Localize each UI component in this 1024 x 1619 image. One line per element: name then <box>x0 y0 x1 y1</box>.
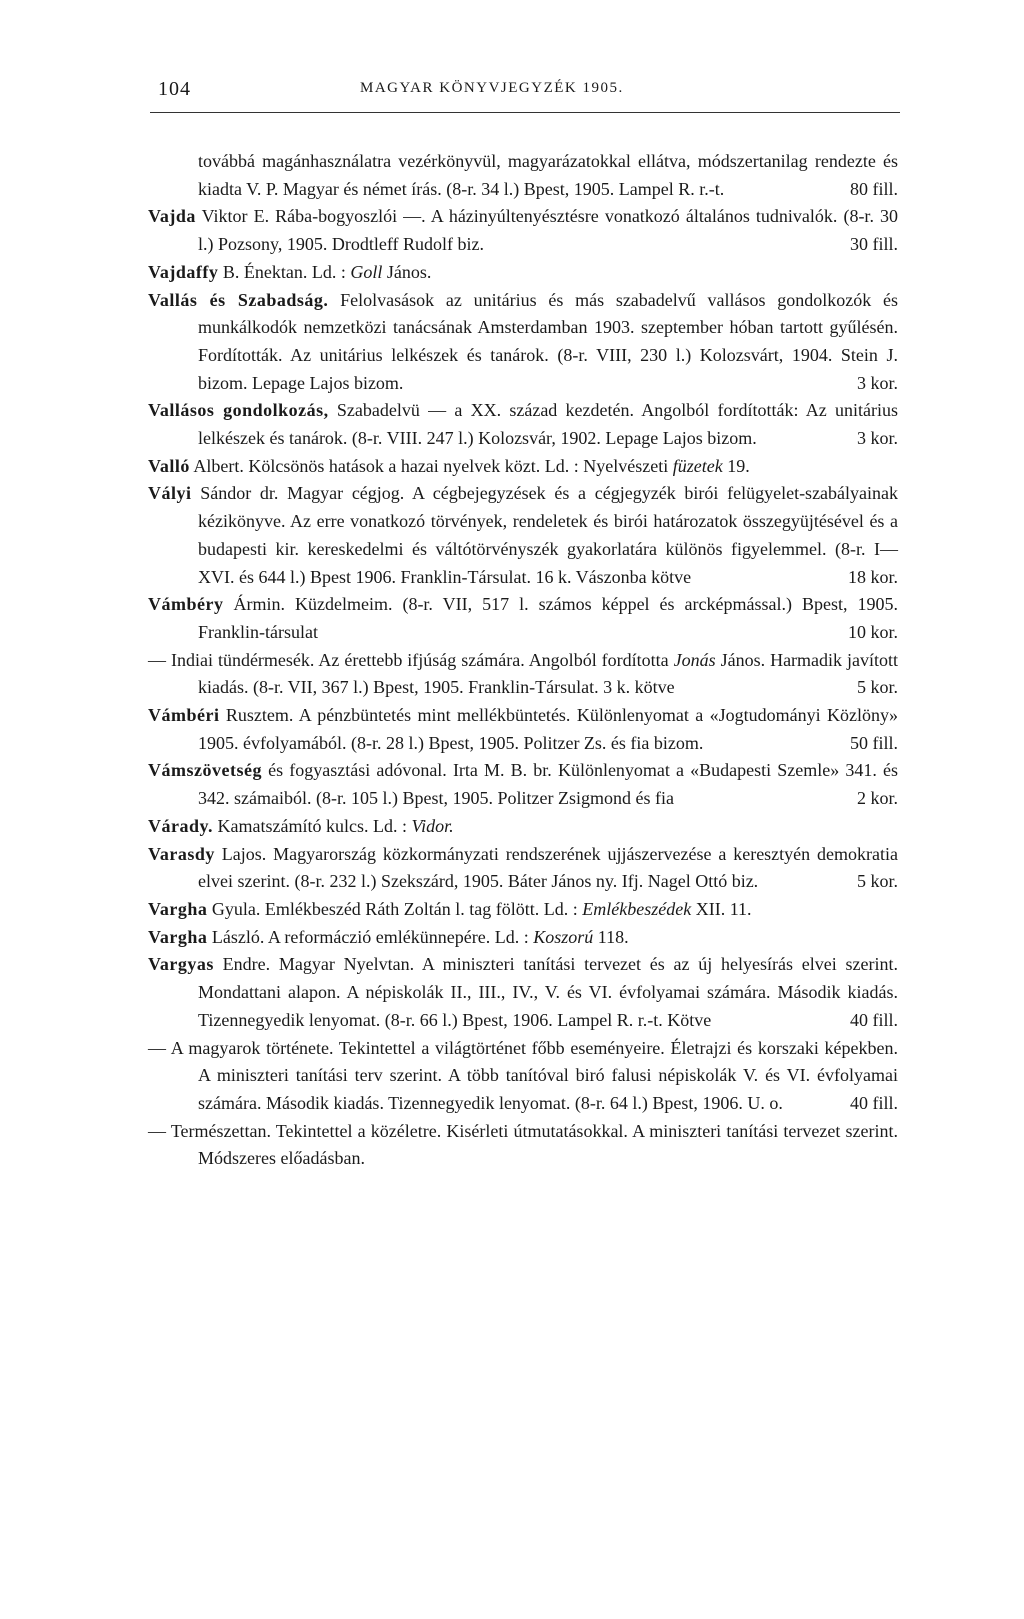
entry-text: Sándor dr. Magyar cégjog. A cégbejegyzések és a cégjegyzék birói felügyelet-szabályainak kézikönyve. Az erre vonatkozó törvények, rendeletek és birói határozatok összegyüjtésével és a budapesti kir. kereskedelmi és váltótörvényszék gyakorlatára különös figyelemmel. (8-r. I—XVI. és 644 l.) Bpest 1906. Franklin-Társulat. 16 k. Vászonba kötve <box>198 483 899 587</box>
entry-text: Albert. Kölcsönös hatások a hazai nyelvek közt. Ld. : Nyelvészeti <box>193 455 673 476</box>
list-item <box>148 924 898 952</box>
entry-heading: Vályi <box>148 483 192 504</box>
entry-price: 3 kor. <box>856 372 898 393</box>
entry-price: 40 fill. <box>850 1092 898 1113</box>
list-item <box>148 757 898 812</box>
list-item <box>148 397 898 452</box>
page-header <box>150 78 894 104</box>
entry-text: Gyula. Emlékbeszéd Ráth Zoltán l. tag fölött. Ld. : <box>211 898 583 919</box>
entry-heading: Vámszövetség <box>148 760 262 781</box>
page-number: 104 <box>158 78 191 100</box>
entry-heading: Varasdy <box>148 843 215 864</box>
entry-italic: Vidor. <box>411 815 454 836</box>
entry-heading: Vargha <box>148 898 208 919</box>
entry-heading: Vargha <box>148 926 208 947</box>
list-item <box>148 1118 898 1173</box>
list-item <box>148 702 898 757</box>
list-item <box>148 1035 898 1118</box>
list-item <box>148 591 898 646</box>
list-item <box>148 287 898 398</box>
entry-text-end: János. <box>382 261 432 282</box>
entry-list <box>148 148 898 1173</box>
entry-heading: Valló <box>148 455 190 476</box>
entry-heading: Vámbéry <box>148 594 224 615</box>
entry-text: Kamatszámító kulcs. Ld. : <box>217 815 412 836</box>
list-item <box>148 480 898 591</box>
entry-text: Szabadelvü — a XX. század kezdetén. Angolból fordították: Az unitárius lelkészek és tanárok. (8-r. VIII. 247 l.) Kolozsvár, 1902. Lepage Lajos bizom. <box>198 400 898 449</box>
entry-price: 3 kor. <box>856 428 898 449</box>
entry-italic: Goll <box>350 261 383 282</box>
entry-text-end: 19. <box>722 455 750 476</box>
entry-price: 5 kor. <box>856 677 898 698</box>
entry-price: 2 kor. <box>856 788 898 809</box>
entry-heading: Vajda <box>148 206 196 227</box>
entry-heading: Várady. <box>148 815 214 836</box>
entry-text: László. A reformáczió emlékünnepére. Ld. : <box>211 926 534 947</box>
entry-text: Lajos. Magyarország közkormányzati rendszerének ujjászervezése a keresztyén demokratia elvei szerint. (8-r. 232 l.) Szekszárd, 1905. Báter János ny. Ifj. Nagel Ottó biz. <box>198 843 898 892</box>
list-item <box>148 453 898 481</box>
entry-italic: Emlékbeszédek <box>582 898 692 919</box>
header-rule <box>150 112 900 113</box>
entry-text: Rusztem. A pénzbüntetés mint mellékbüntetés. Különlenyomat a «Jogtudományi Közlöny» 1905. évfolyamából. (8-r. 28 l.) Bpest, 1905. Politzer Zs. és fia bizom. <box>198 705 898 753</box>
entry-text: továbbá magánhasználatra vezérkönyvül, magyarázatokkal ellátva, módszertanilag rendezte és kiadta V. P. Magyar és német írás. (8-r. 34 l.) Bpest, 1905. Lampel R. r.-t. <box>198 151 898 199</box>
entry-text: B. Énektan. Ld. : <box>222 261 351 282</box>
list-item <box>148 259 898 287</box>
entry-text: és fogyasztási adóvonal. Irta M. B. br. Különlenyomat a «Budapesti Szemle» 341. és 342. számaiból. (8-r. 105 l.) Bpest, 1905. Politzer Zsigmond és fia <box>198 760 899 809</box>
entry-italic: Koszorú <box>533 926 594 947</box>
entry-dash: — <box>148 1120 166 1141</box>
entry-price: 40 fill. <box>850 1009 898 1030</box>
list-item <box>148 647 898 702</box>
list-item <box>148 896 898 924</box>
entry-price: 80 fill. <box>850 178 898 199</box>
entry-price: 50 fill. <box>850 732 898 753</box>
entry-text: Endre. Magyar Nyelvtan. A miniszteri tanítási tervezet és az új helyesírás elvei szerint. Mondattani alapon. A népiskolák II., III., IV., V. és VI. évfolyamai számára. Második kiadás. Tizennegyedik lenyomat. (8-r. 66 l.) Bpest, 1906. Lampel R. r.-t. Kötve <box>198 954 899 1030</box>
entry-price: 10 kor. <box>847 621 898 642</box>
entry-text: Ármin. Küzdelmeim. (8-r. VII, 517 l. számos képpel és arcképmással.) Bpest, 1905. Franklin-társulat <box>198 594 898 642</box>
entry-heading: Vajdaffy <box>148 261 219 282</box>
entry-dash: — <box>148 1037 166 1058</box>
entry-dash: — <box>148 649 166 670</box>
entry-price: 30 fill. <box>850 234 898 255</box>
entry-heading: Vargyas <box>148 954 214 975</box>
entry-price: 18 kor. <box>847 566 898 587</box>
entry-text-end: 118. <box>593 926 629 947</box>
entry-text-end: XII. 11. <box>691 898 752 919</box>
entry-italic: füzetek <box>672 455 723 476</box>
entry-text-end: János. Harmadik javított kiadás. (8-r. VII, 367 l.) Bpest, 1905. Franklin-Társulat. 3 k. kötve <box>198 649 899 698</box>
entry-price: 5 kor. <box>856 871 898 892</box>
entry-text: Viktor E. Rába-bogyoszlói —. A házinyúltenyésztésre vonatkozó általános tudnivalók. (8-r. 30 l.) Pozsony, 1905. Drodtleff Rudolf biz. <box>198 206 898 255</box>
list-item <box>148 841 898 896</box>
entry-heading: Vallás és Szabadság. <box>148 289 329 310</box>
list-item <box>148 951 898 1034</box>
running-title: MAGYAR KÖNYVJEGYZÉK 1905. <box>360 80 624 96</box>
entry-text: Felolvasások az unitárius és más szabadelvű vallásos gondolkozók és munkálkodók nemzetközi tanácsának Amsterdamban 1903. szeptember hóban tartott gyűlésén. Fordították. Az unitárius lelkészek és tanárok. (8-r. VIII, 230 l.) Kolozsvárt, 1904. Stein J. bizom. Lepage Lajos bizom. <box>198 289 899 393</box>
entry-text: Természettan. Tekintettel a közéletre. Kisérleti útmutatásokkal. A miniszteri tanítási tervezet szerint. Módszeres előadásban. <box>170 1120 898 1169</box>
entry-text: A magyarok története. Tekintettel a világtörténet főbb eseményeire. Életrajzi és korszaki képekben. A miniszteri tanítási terv szerint. A több tanítóval biró falusi népiskolák V. és VI. évfolyamai számára. Második kiadás. Tizennegyedik lenyomat. (8-r. 64 l.) Bpest, 1906. U. o. <box>170 1037 898 1113</box>
entry-heading: Vámbéri <box>148 705 220 726</box>
list-item <box>148 148 898 203</box>
entry-heading: Vallásos gondolkozás, <box>148 400 329 421</box>
entry-text: Indiai tündérmesék. Az érettebb ifjúság számára. Angolból fordította <box>170 649 674 670</box>
list-item <box>148 203 898 258</box>
entry-italic: Jonás <box>673 649 716 670</box>
list-item <box>148 813 898 841</box>
